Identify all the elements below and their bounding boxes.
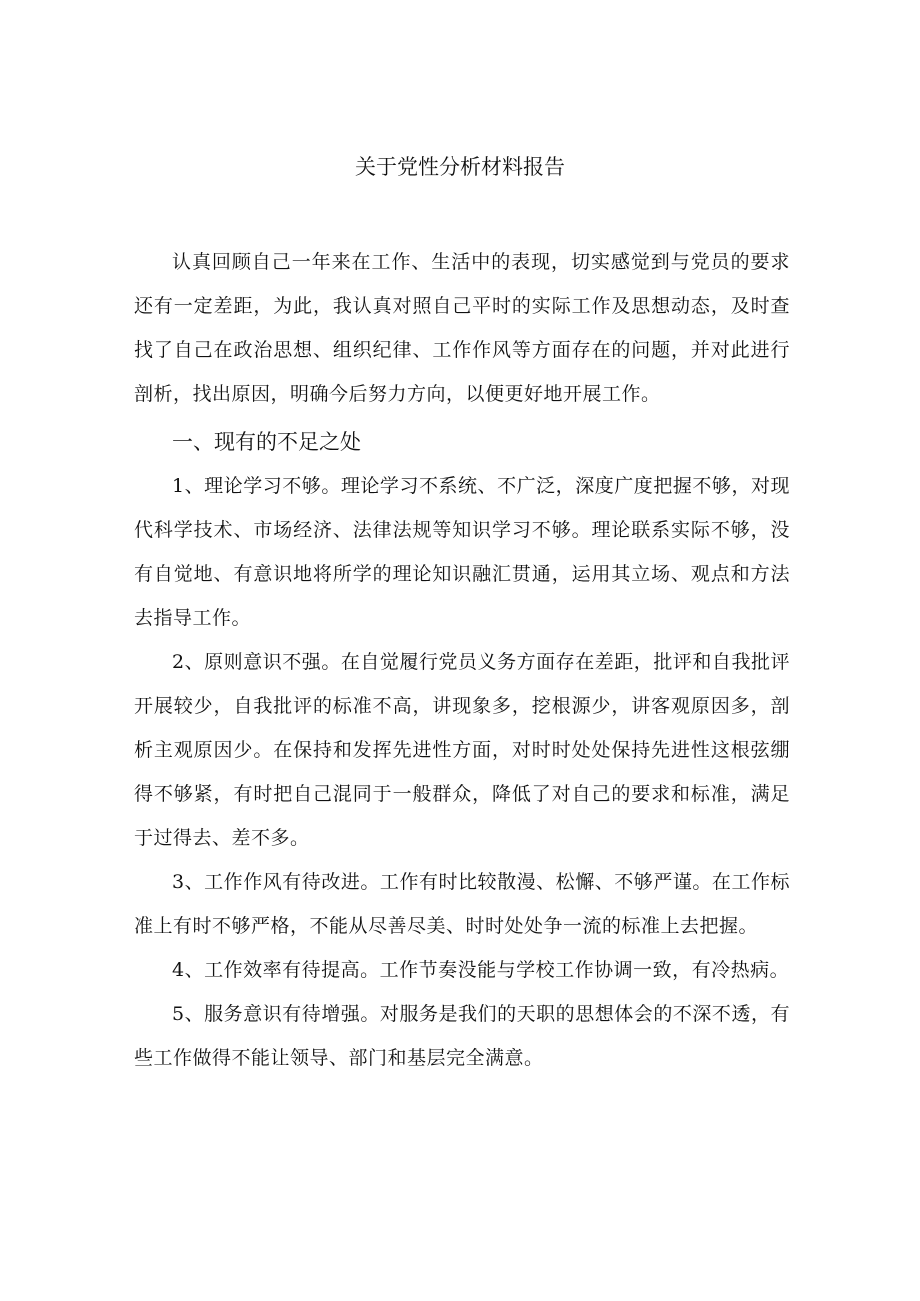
- item-paragraph-3: 3、工作作风有待改进。工作有时比较散漫、松懈、不够严谨。在工作标准上有时不够严格，不能从尽善尽美、时时处处争一流的标准上去把握。: [134, 871, 790, 937]
- item-paragraph-5: 5、服务意识有待增强。对服务是我们的天职的思想体会的不深不透，有些工作做得不能让领导、部门和基层完全满意。: [134, 1003, 790, 1069]
- item-paragraph-2: 2、原则意识不强。在自觉履行党员义务方面存在差距，批评和自我批评开展较少，自我批评的标准不高，讲现象多，挖根源少，讲客观原因多，剖析主观原因少。在保持和发挥先进性方面，对时时处处保持先进性这根弦绷得不够紧，有时把自己混同于一般群众，降低了对自己的要求和标准，满足于过得去、差不多。: [134, 651, 790, 849]
- section-heading-shortcomings: 一、现有的不足之处: [172, 430, 361, 454]
- item-paragraph-1: 1、理论学习不够。理论学习不系统、不广泛，深度广度把握不够，对现代科学技术、市场经济、法律法规等知识学习不够。理论联系实际不够，没有自觉地、有意识地将所学的理论知识融汇贯通，运用其立场、观点和方法去指导工作。: [134, 475, 790, 629]
- intro-paragraph: 认真回顾自己一年来在工作、生活中的表现，切实感觉到与党员的要求还有一定差距，为此，我认真对照自己平时的实际工作及思想动态，及时查找了自己在政治思想、组织纪律、工作作风等方面存在的问题，并对此进行剖析，找出原因，明确今后努力方向，以便更好地开展工作。: [134, 251, 790, 405]
- document-body: [134, 240, 790, 1080]
- document-title: 关于党性分析材料报告: [355, 155, 565, 179]
- item-paragraph-4: 4、工作效率有待提高。工作节奏没能与学校工作协调一致，有冷热病。: [172, 959, 790, 981]
